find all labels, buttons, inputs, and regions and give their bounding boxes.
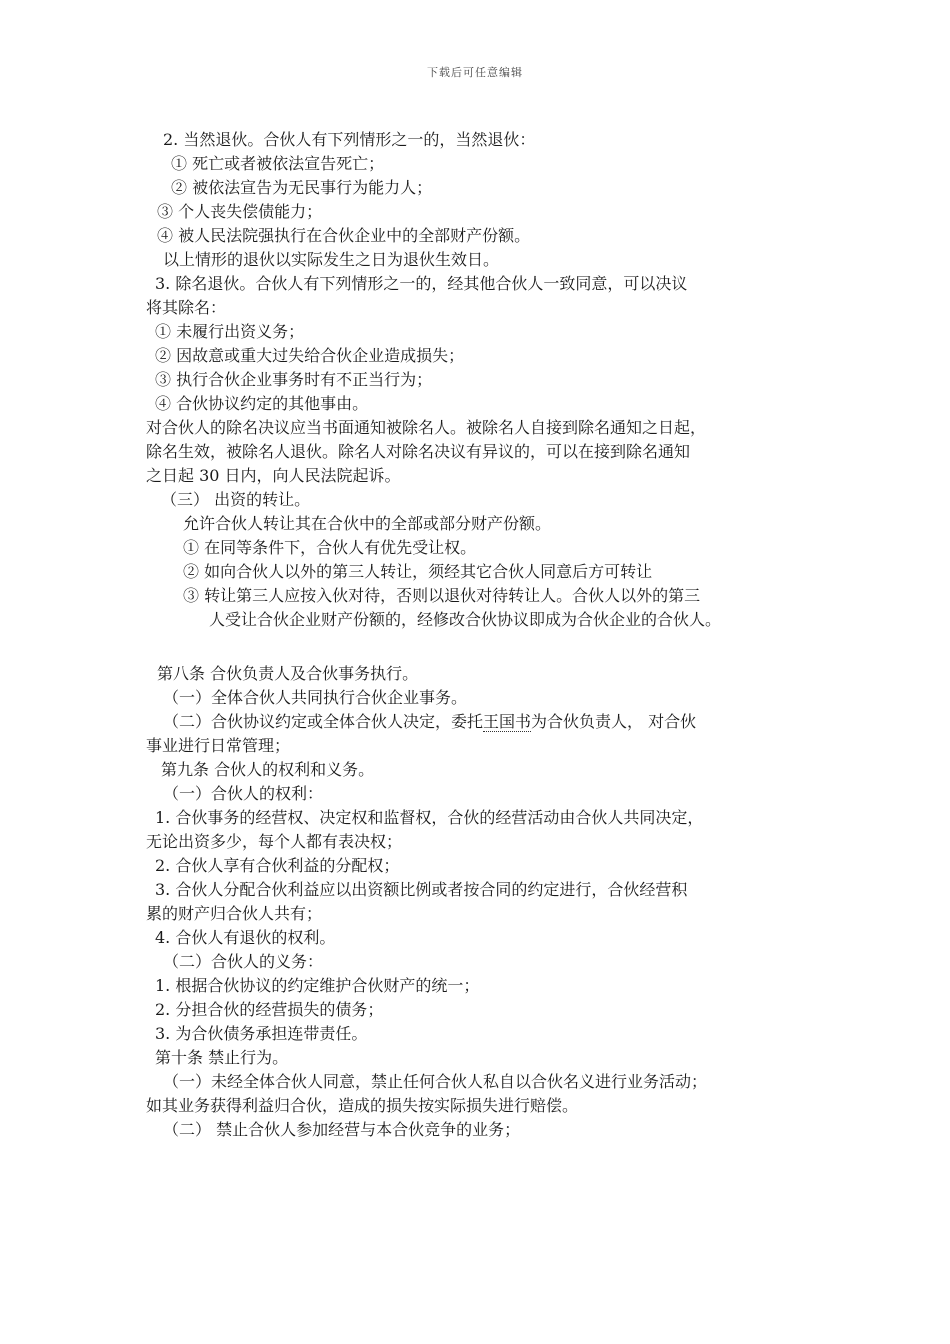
paragraph-line: ③ 执行合伙企业事务时有不正当行为；: [155, 370, 433, 389]
paragraph-line: 事业进行日常管理；: [146, 736, 291, 755]
paragraph-line: 1. 合伙事务的经营权、决定权和监督权，合伙的经营活动由合伙人共同决定，: [155, 808, 704, 827]
paragraph-line: 1. 根据合伙协议的约定维护合伙财产的统一；: [155, 976, 480, 995]
paragraph-line: 人受让合伙企业财产份额的，经修改合伙协议即成为合伙企业的合伙人。: [209, 610, 722, 629]
article-heading: 第十条 禁止行为。: [155, 1048, 289, 1067]
paragraph-line: 之日起 30 日内，向人民法院起诉。: [146, 466, 401, 485]
paragraph-line: ③ 转让第三人应按入伙对待，否则以退伙对待转让人。合伙人以外的第三: [183, 586, 701, 605]
paragraph-line: ① 死亡或者被依法宣告死亡；: [171, 154, 385, 173]
paragraph-line: 3. 除名退伙。合伙人有下列情形之一的，经其他合伙人一致同意，可以决议: [155, 274, 688, 293]
paragraph-line: 将其除名：: [146, 298, 227, 317]
delegate-text-after: 为合伙负责人， 对合伙: [531, 712, 697, 731]
paragraph-line: 允许合伙人转让其在合伙中的全部或部分财产份额。: [183, 514, 552, 533]
delegate-text-before: （二）合伙协议约定或全体合伙人决定，委托: [163, 712, 484, 731]
article-heading: 第九条 合伙人的权利和义务。: [161, 760, 375, 779]
paragraph-line: 对合伙人的除名决议应当书面通知被除名人。被除名人自接到除名通知之日起，: [146, 418, 707, 437]
section-spacer: [0, 632, 950, 662]
paragraph-line: 3. 合伙人分配合伙利益应以出资额比例或者按合同的约定进行，合伙经营积: [155, 880, 688, 899]
article-heading: 第八条 合伙负责人及合伙事务执行。: [157, 664, 419, 683]
paragraph-line: 以上情形的退伙以实际发生之日为退伙生效日。: [163, 250, 500, 269]
paragraph-line: 2. 合伙人享有合伙利益的分配权；: [155, 856, 400, 875]
paragraph-line: 2. 当然退伙。合伙人有下列情形之一的，当然退伙：: [163, 130, 536, 149]
paragraph-line: 2. 分担合伙的经营损失的债务；: [155, 1000, 384, 1019]
paragraph-line: ① 在同等条件下，合伙人有优先受让权。: [183, 538, 477, 557]
paragraph-line: （二） 禁止合伙人参加经营与本合伙竞争的业务；: [163, 1120, 521, 1139]
page-header: 下载后可任意编辑: [427, 66, 523, 79]
delegate-line: [0, 710, 950, 734]
paragraph-line: ② 因故意或重大过失给合伙企业造成损失；: [155, 346, 465, 365]
paragraph-line: ④ 合伙协议约定的其他事由。: [155, 394, 369, 413]
paragraph-line: （三） 出资的转让。: [161, 490, 311, 509]
paragraph-line: ③ 个人丧失偿债能力；: [157, 202, 323, 221]
paragraph-line: 4. 合伙人有退伙的权利。: [155, 928, 336, 947]
paragraph-line: 无论出资多少，每个人都有表决权；: [146, 832, 403, 851]
paragraph-line: 如其业务获得利益归合伙，造成的损失按实际损失进行赔偿。: [146, 1096, 579, 1115]
paragraph-line: 累的财产归合伙人共有；: [146, 904, 323, 923]
delegate-name: 王国书: [483, 712, 532, 731]
paragraph-line: （二）合伙人的义务：: [163, 952, 324, 971]
paragraph-line: ② 如向合伙人以外的第三人转让，须经其它合伙人同意后方可转让: [183, 562, 653, 581]
paragraph-line: （一）未经全体合伙人同意，禁止任何合伙人私自以合伙名义进行业务活动；: [163, 1072, 708, 1091]
paragraph-line: ② 被依法宣告为无民事行为能力人；: [171, 178, 433, 197]
document-body: [0, 128, 950, 1142]
paragraph-line: （一）合伙人的权利：: [163, 784, 324, 803]
paragraph-line: ④ 被人民法院强执行在合伙企业中的全部财产份额。: [157, 226, 531, 245]
paragraph-line: ① 未履行出资义务；: [155, 322, 305, 341]
paragraph-line: 除名生效，被除名人退伙。除名人对除名决议有异议的，可以在接到除名通知: [146, 442, 691, 461]
paragraph-line: （一）全体合伙人共同执行合伙企业事务。: [163, 688, 468, 707]
paragraph-line: 3. 为合伙债务承担连带责任。: [155, 1024, 368, 1043]
